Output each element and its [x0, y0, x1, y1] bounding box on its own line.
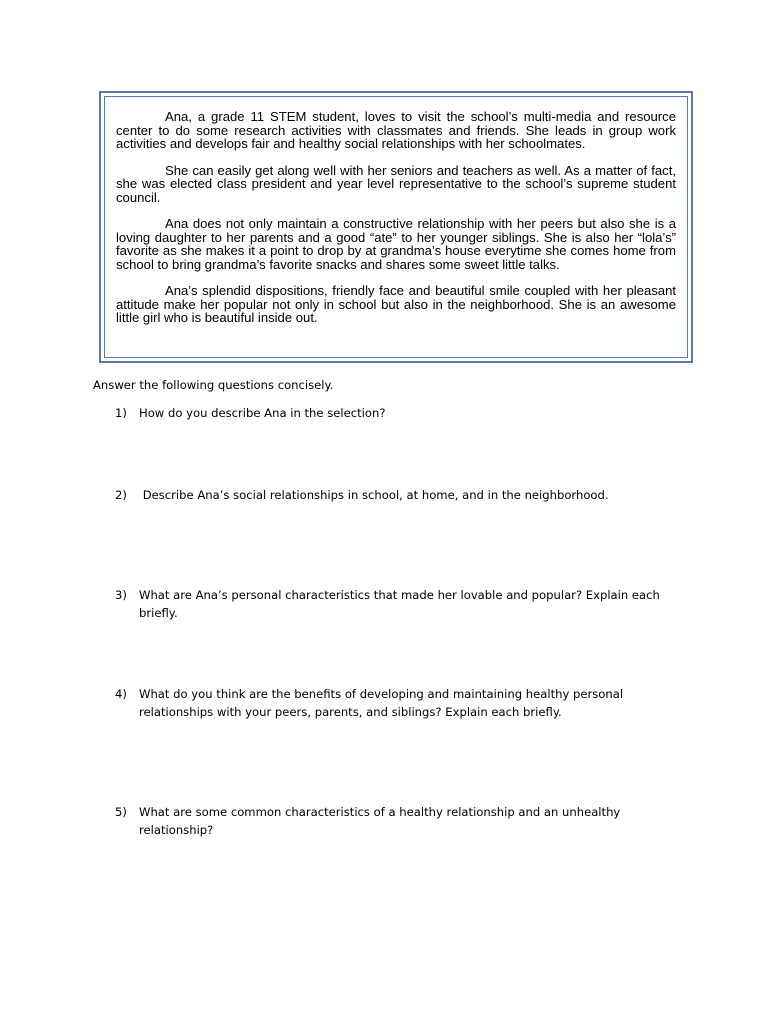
question-text: What are some common characteristics of a healthy relationship and an unhealthy relationship? [139, 805, 621, 837]
passage-box [99, 91, 693, 363]
passage-inner-border [104, 96, 688, 358]
passage-paragraph-4: Ana’s splendid dispositions, friendly face and beautiful smile coupled with her pleasant attitude make her popular not only in school but also in the neighborhood. She is an awesome little girl who is beautiful inside out. [116, 283, 676, 325]
question-text: What are Ana’s personal characteristics that made her lovable and popular? Explain each briefly. [139, 588, 660, 620]
question-1 [115, 404, 675, 422]
question-3 [115, 586, 675, 622]
instructions-text: Answer the following questions concisely. [93, 378, 334, 392]
question-number: 5) [115, 805, 127, 819]
question-2 [115, 486, 675, 504]
passage-paragraph-2: She can easily get along well with her seniors and teachers as well. As a matter of fact, she was elected class president and year level representative to the school’s supreme student council. [116, 162, 676, 205]
question-text: How do you describe Ana in the selection? [139, 406, 386, 420]
question-number: 4) [115, 687, 127, 701]
question-number: 1) [115, 406, 127, 420]
passage-paragraph-1: Ana, a grade 11 STEM student, loves to visit the school’s multi-media and resource center to do some research activities with classmates and friends. She leads in group work activities and develops fair and healthy social relationships with her schoolmates. [116, 109, 676, 151]
question-number: 3) [115, 588, 127, 602]
question-4 [115, 685, 675, 721]
question-text: Describe Ana’s social relationships in school, at home, and in the neighborhood. [139, 488, 609, 502]
question-number: 2) [115, 488, 127, 502]
question-5 [115, 803, 675, 839]
passage-paragraph-3: Ana does not only maintain a constructive relationship with her peers but also she is a loving daughter to her parents and a good “ate” to her younger siblings. She is also her “lola’s” favorite as she makes it a point to drop by at grandma’s house everytime she comes home from school to bring grandma’s favorite snacks and shares some sweet little talks. [116, 216, 676, 272]
question-text: What do you think are the benefits of developing and maintaining healthy personal relationships with your peers, parents, and siblings? Explain each briefly. [139, 687, 624, 719]
